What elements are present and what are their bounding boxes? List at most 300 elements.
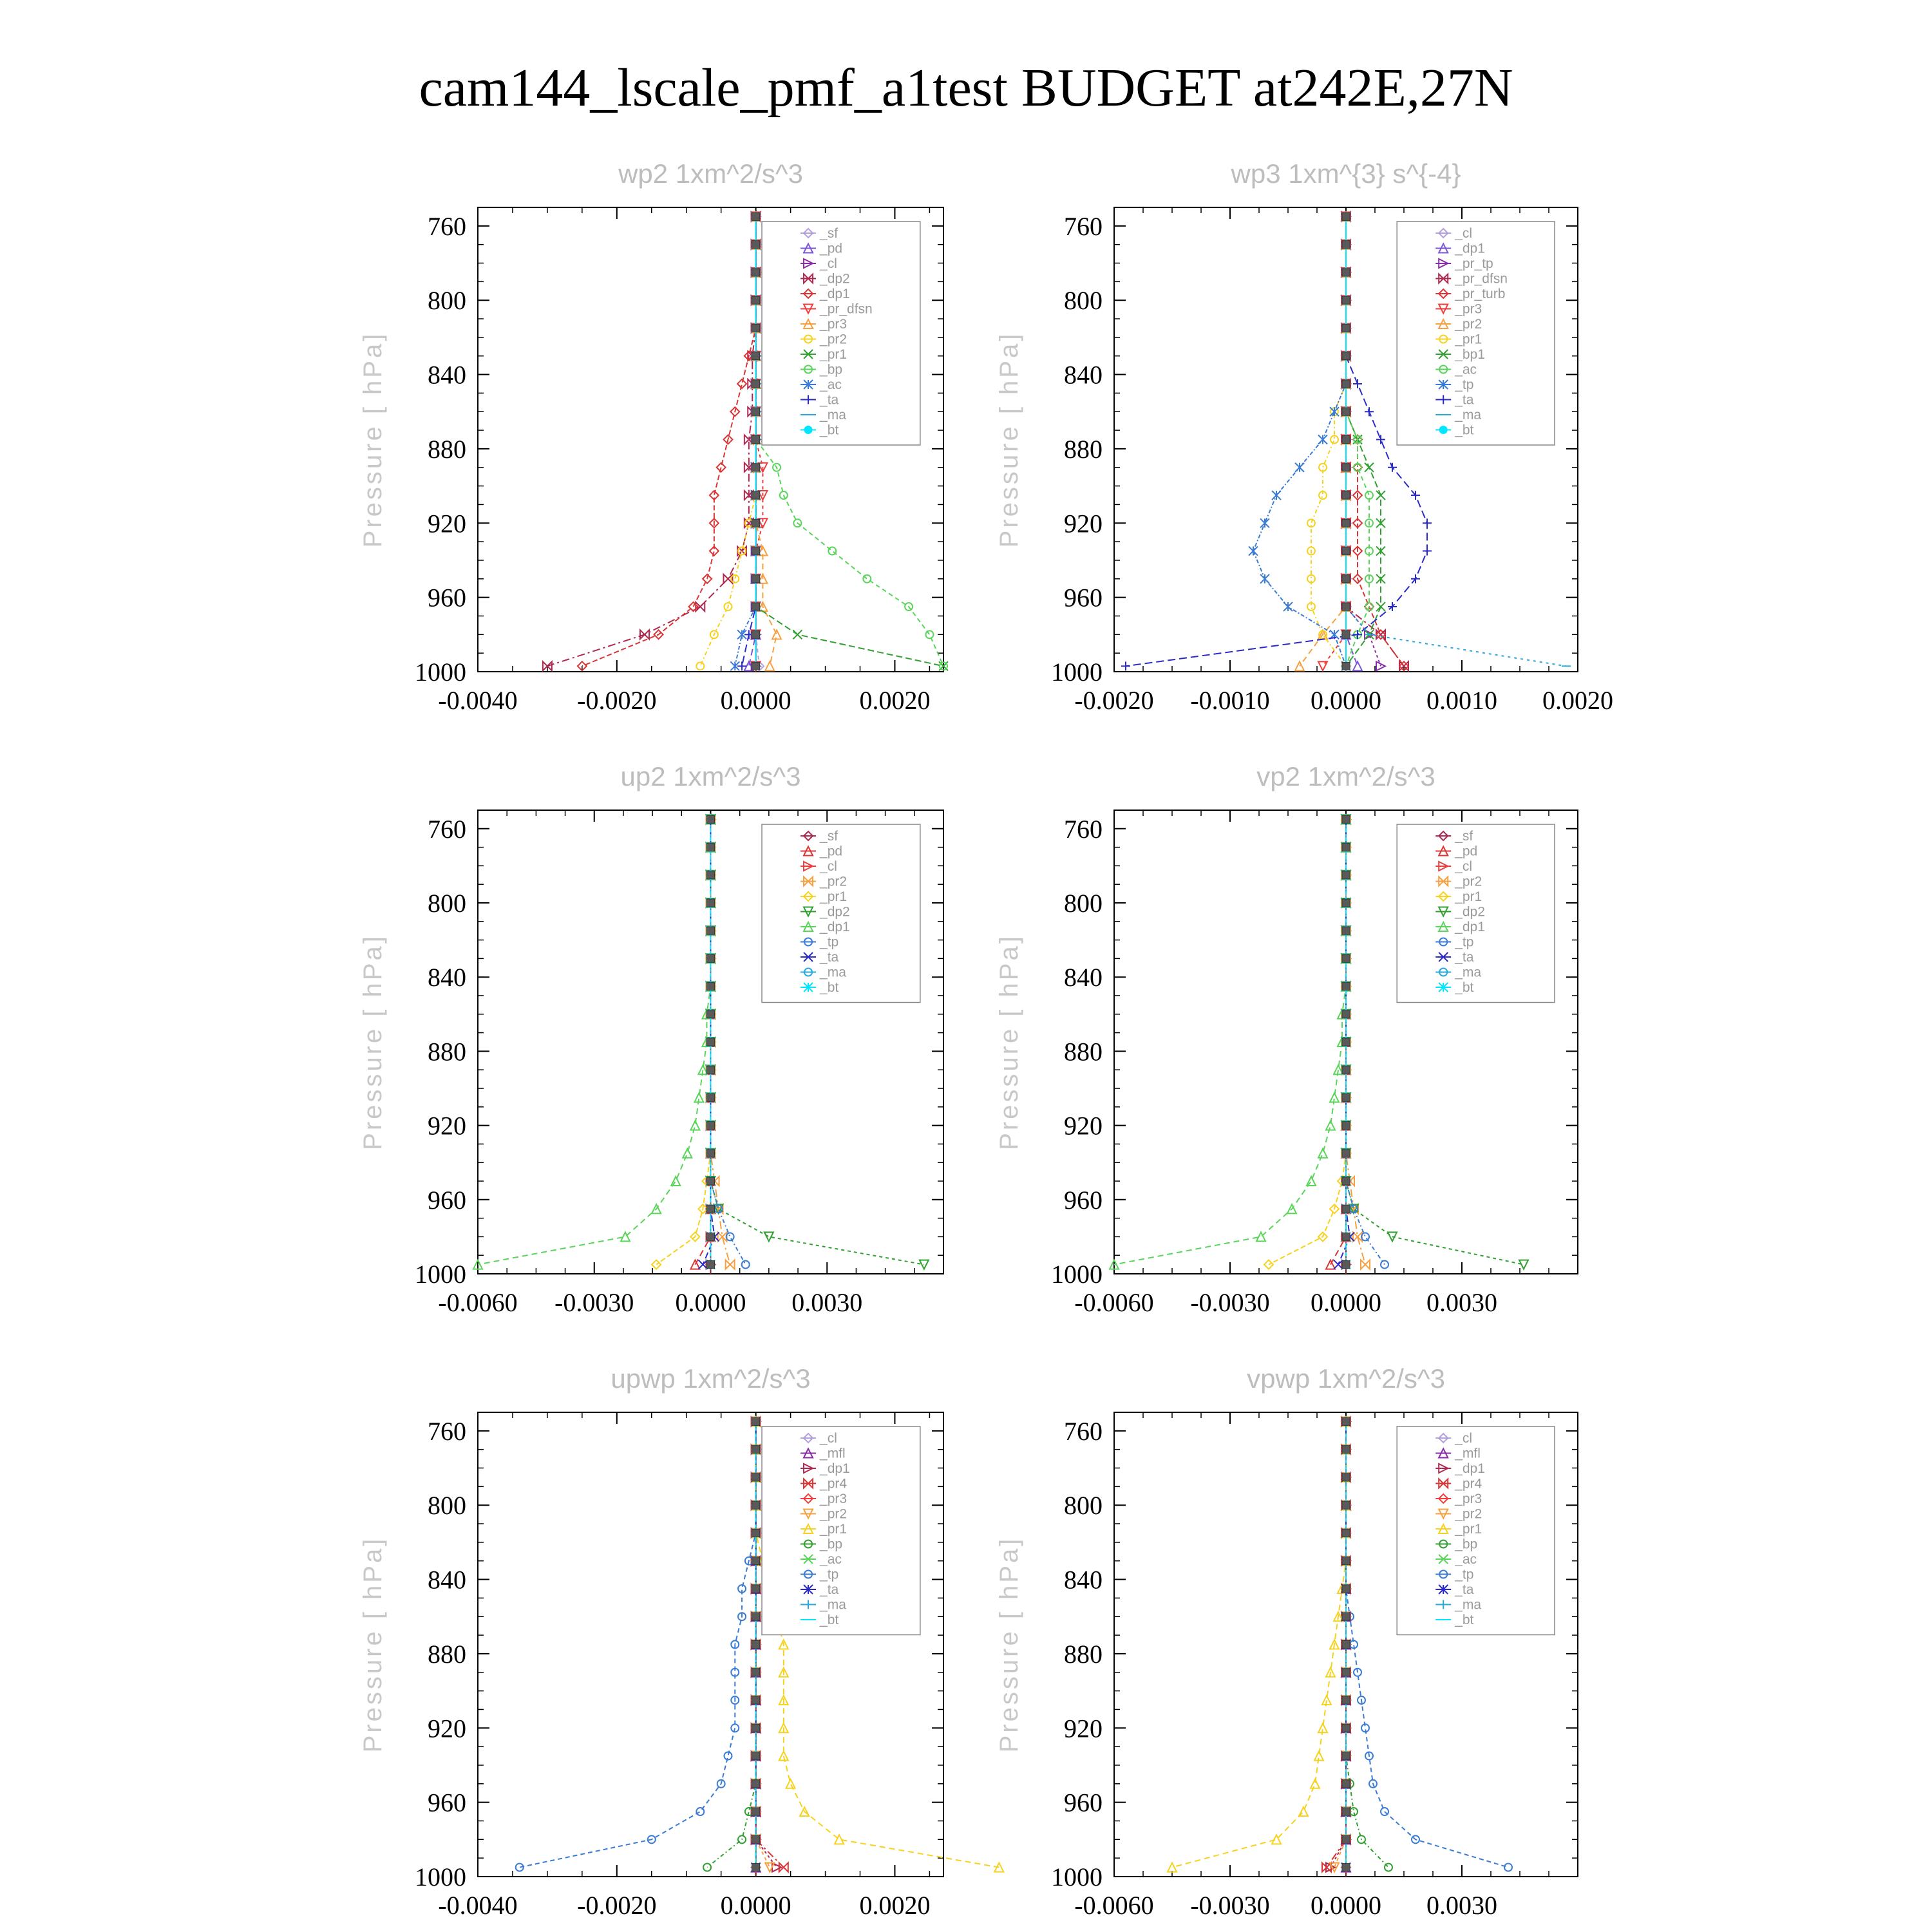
y-tick-label: 800 xyxy=(428,889,466,918)
legend-label: _ta xyxy=(1455,1582,1474,1597)
legend-label: _ma xyxy=(1455,408,1482,422)
series-line xyxy=(1346,216,1381,666)
center-marker xyxy=(1342,871,1350,879)
x-tick-label: -0.0040 xyxy=(438,1891,518,1920)
legend-label: _pr3 xyxy=(820,1492,848,1506)
legend xyxy=(1397,824,1555,1003)
x-tick-label: 0.0030 xyxy=(1426,1288,1497,1317)
x-tick-label: 0.0010 xyxy=(1426,686,1497,715)
data-point xyxy=(1299,1807,1308,1816)
center-marker xyxy=(1342,408,1350,415)
legend-label: _tp xyxy=(1455,377,1474,392)
legend-label: _ma xyxy=(1455,965,1482,980)
panel-title: wp2 1xm^2/s^3 xyxy=(618,158,803,189)
data-point xyxy=(1423,518,1432,527)
y-axis-label: Pressure [ hPa] xyxy=(995,1536,1023,1753)
data-point xyxy=(1365,463,1374,472)
center-marker xyxy=(1342,844,1350,851)
series-line xyxy=(1346,216,1381,666)
center-marker xyxy=(1342,519,1350,527)
x-tick-label: 0.0000 xyxy=(1311,1288,1381,1317)
legend-label: _ma xyxy=(820,1597,846,1613)
y-tick-label: 920 xyxy=(1064,1714,1103,1743)
y-axis-label: Pressure [ hPa] xyxy=(995,331,1023,548)
legend-label: _ac xyxy=(1455,362,1477,377)
data-point xyxy=(724,1752,732,1760)
data-point xyxy=(1311,1779,1320,1788)
data-point xyxy=(1295,463,1304,472)
center-marker xyxy=(707,1094,715,1101)
data-point xyxy=(737,379,746,388)
center-marker xyxy=(707,1038,715,1046)
y-tick-label: 920 xyxy=(1064,1111,1103,1141)
legend xyxy=(1397,222,1555,445)
y-tick-label: 920 xyxy=(428,509,466,538)
center-marker xyxy=(752,296,760,304)
legend-label: _tp xyxy=(820,934,839,950)
data-point xyxy=(1376,491,1385,500)
legend xyxy=(1397,1426,1555,1635)
center-marker xyxy=(1342,1835,1350,1843)
center-marker xyxy=(752,1808,760,1815)
legend-label: _dp2 xyxy=(1455,904,1485,920)
data-point xyxy=(793,630,802,639)
data-point xyxy=(1272,491,1281,500)
x-tick-label: 0.0020 xyxy=(1542,686,1613,715)
center-marker xyxy=(752,1613,760,1620)
center-marker xyxy=(707,1233,715,1240)
panel-title: upwp 1xm^2/s^3 xyxy=(611,1363,811,1394)
center-marker xyxy=(752,1641,760,1649)
legend-label: _pr4 xyxy=(1455,1476,1482,1492)
legend-label: _bt xyxy=(1455,422,1474,438)
legend-label: _bt xyxy=(820,422,839,438)
center-marker xyxy=(1342,1780,1350,1788)
data-point xyxy=(1260,518,1269,527)
y-tick-label: 760 xyxy=(1064,211,1103,241)
panel-3 xyxy=(359,761,943,1317)
center-marker xyxy=(707,1010,715,1018)
y-tick-label: 960 xyxy=(1064,1185,1103,1215)
center-marker xyxy=(1342,1585,1350,1593)
x-tick-label: -0.0040 xyxy=(438,686,518,715)
page-title: cam144_lscale_pmf_a1test BUDGET at242E,27N xyxy=(419,58,1513,118)
y-tick-label: 800 xyxy=(428,286,466,316)
center-marker xyxy=(752,1446,760,1454)
legend-label: _pr2 xyxy=(820,332,848,347)
data-point xyxy=(683,1149,692,1158)
legend-label: _pr3 xyxy=(1455,301,1482,317)
data-point xyxy=(863,575,871,583)
center-marker xyxy=(707,844,715,851)
center-marker xyxy=(1342,1094,1350,1101)
y-tick-label: 880 xyxy=(428,1639,466,1669)
data-point xyxy=(1361,1260,1370,1269)
data-point xyxy=(1519,1260,1528,1269)
series-line xyxy=(1311,216,1346,666)
legend-label: _pr1 xyxy=(820,889,848,904)
data-point xyxy=(1388,463,1397,472)
y-tick-label: 920 xyxy=(1064,509,1103,538)
x-tick-label: -0.0030 xyxy=(1190,1288,1270,1317)
center-marker xyxy=(1342,1501,1350,1509)
legend-label: _ac xyxy=(1455,1552,1477,1567)
legend-label: _pr2 xyxy=(1455,874,1482,889)
center-marker xyxy=(1342,662,1350,670)
center-marker xyxy=(752,1473,760,1481)
x-tick-label: 0.0000 xyxy=(1311,1891,1381,1920)
center-marker xyxy=(707,1261,715,1269)
legend-label: _cl xyxy=(820,859,837,874)
data-point xyxy=(742,1261,750,1269)
y-tick-label: 1000 xyxy=(1051,658,1103,687)
legend-label: _pr_dfsn xyxy=(1455,271,1508,287)
series-pr1 xyxy=(1168,1417,1350,1871)
legend-label: _bt xyxy=(820,1613,839,1627)
data-point xyxy=(640,630,649,639)
legend-label: _sf xyxy=(820,226,838,241)
legend-label: _ta xyxy=(820,1582,839,1597)
center-marker xyxy=(707,1177,715,1185)
center-marker xyxy=(752,1501,760,1509)
y-tick-label: 960 xyxy=(428,1185,466,1215)
center-marker xyxy=(1342,1696,1350,1704)
data-point xyxy=(1331,436,1338,444)
y-tick-label: 960 xyxy=(1064,1788,1103,1817)
panel-1 xyxy=(359,158,948,715)
x-tick-label: 0.0000 xyxy=(675,1288,746,1317)
legend-label: _dp1 xyxy=(820,287,850,301)
center-marker xyxy=(752,662,760,670)
legend-label: _cl xyxy=(1455,1431,1473,1446)
center-marker xyxy=(1342,630,1350,638)
center-marker xyxy=(752,1835,760,1843)
legend xyxy=(762,222,920,445)
legend-label: _dp2 xyxy=(820,904,850,920)
panel-6 xyxy=(995,1363,1578,1920)
data-point xyxy=(1365,491,1373,499)
legend-label: _pr1 xyxy=(1455,332,1482,347)
data-point xyxy=(1283,602,1293,611)
panel-2 xyxy=(995,158,1613,715)
data-point xyxy=(1365,407,1374,416)
center-marker xyxy=(1342,1205,1350,1213)
data-point xyxy=(1318,661,1327,670)
series-dp1 xyxy=(1110,815,1350,1269)
center-marker xyxy=(752,1864,760,1871)
series-line xyxy=(1346,1421,1388,1867)
y-tick-label: 920 xyxy=(428,1714,466,1743)
series-line xyxy=(1126,216,1427,666)
legend-label: _pr3 xyxy=(820,317,848,332)
x-tick-label: -0.0030 xyxy=(1190,1891,1270,1920)
center-marker xyxy=(1342,464,1350,471)
y-tick-label: 800 xyxy=(1064,1491,1103,1520)
center-marker xyxy=(752,575,760,583)
data-point xyxy=(772,630,781,639)
data-point xyxy=(671,1177,680,1186)
legend-label: _mfl xyxy=(1455,1446,1481,1461)
center-marker xyxy=(752,1529,760,1537)
center-marker xyxy=(1342,1177,1350,1185)
y-tick-label: 880 xyxy=(1064,1639,1103,1669)
y-axis-label: Pressure [ hPa] xyxy=(359,934,387,1150)
data-point xyxy=(1249,547,1258,556)
center-marker xyxy=(752,408,760,415)
x-tick-label: -0.0060 xyxy=(1074,1288,1154,1317)
center-marker xyxy=(752,1752,760,1760)
y-tick-label: 800 xyxy=(1064,286,1103,316)
legend-marker xyxy=(804,426,812,434)
legend-label: _sf xyxy=(1455,829,1473,844)
center-marker xyxy=(1342,491,1350,499)
y-tick-label: 880 xyxy=(428,434,466,464)
center-marker xyxy=(1342,1669,1350,1676)
data-point xyxy=(717,463,726,472)
legend-label: _dp2 xyxy=(820,271,850,287)
legend-label: _bp xyxy=(820,1537,843,1552)
data-point xyxy=(1318,1149,1327,1158)
legend-label: _pr1 xyxy=(820,347,848,362)
center-marker xyxy=(752,241,760,249)
x-tick-label: -0.0030 xyxy=(554,1288,634,1317)
y-tick-label: 840 xyxy=(428,1565,466,1595)
legend-label: _pr4 xyxy=(820,1476,848,1492)
legend-label: _bp xyxy=(1455,1537,1478,1552)
center-marker xyxy=(1342,1473,1350,1481)
center-marker xyxy=(1342,380,1350,388)
panel-title: vp2 1xm^2/s^3 xyxy=(1256,761,1435,791)
legend-label: _mfl xyxy=(820,1446,846,1461)
y-tick-label: 840 xyxy=(428,360,466,390)
series-line xyxy=(520,1421,756,1867)
center-marker xyxy=(752,324,760,332)
series-line xyxy=(478,819,711,1264)
y-tick-label: 760 xyxy=(1064,1416,1103,1446)
center-marker xyxy=(1342,1613,1350,1620)
legend-label: _cl xyxy=(820,256,837,271)
legend-label: _tp xyxy=(1455,1567,1474,1582)
series-ta xyxy=(1121,212,1432,670)
legend-label: _dp1 xyxy=(820,920,850,934)
legend-label: _bt xyxy=(1455,1613,1474,1627)
center-marker xyxy=(752,1780,760,1788)
center-marker xyxy=(1342,241,1350,249)
legend-label: _pr2 xyxy=(1455,317,1482,332)
x-tick-label: 0.0030 xyxy=(791,1288,863,1317)
center-marker xyxy=(1342,1038,1350,1046)
legend-label: _ac xyxy=(820,1552,842,1567)
y-tick-label: 960 xyxy=(1064,583,1103,612)
legend-label: _ma xyxy=(1455,1597,1482,1613)
y-tick-label: 800 xyxy=(428,1491,466,1520)
legend-label: _bt xyxy=(820,980,839,995)
data-point xyxy=(1260,574,1269,583)
series-line xyxy=(1253,216,1346,666)
y-tick-label: 1000 xyxy=(1051,1260,1103,1289)
data-point xyxy=(779,1752,788,1761)
data-point xyxy=(765,1863,774,1872)
center-marker xyxy=(752,1696,760,1704)
center-marker xyxy=(707,1122,715,1130)
x-tick-label: 0.0020 xyxy=(859,686,931,715)
legend-label: _pr1 xyxy=(1455,1522,1482,1537)
series-line xyxy=(1114,819,1346,1264)
center-marker xyxy=(1342,436,1350,444)
y-tick-label: 760 xyxy=(428,211,466,241)
center-marker xyxy=(1342,547,1350,555)
legend-label: _dp1 xyxy=(1455,1461,1485,1476)
data-point xyxy=(696,662,704,670)
data-point xyxy=(786,1779,795,1788)
center-marker xyxy=(1342,927,1350,934)
data-point xyxy=(731,1724,739,1732)
data-point xyxy=(1388,602,1397,611)
center-marker xyxy=(707,983,715,990)
legend-label: _cl xyxy=(820,1431,837,1446)
legend-label: _pr_dfsn xyxy=(820,301,873,317)
center-marker xyxy=(707,1150,715,1157)
data-point xyxy=(1307,1177,1316,1186)
center-marker xyxy=(1342,1150,1350,1157)
data-point xyxy=(1504,1864,1512,1871)
legend-label: _bt xyxy=(1455,980,1474,995)
center-marker xyxy=(752,491,760,499)
center-marker xyxy=(1342,1557,1350,1565)
center-marker xyxy=(1342,352,1350,360)
y-tick-label: 880 xyxy=(428,1037,466,1066)
y-tick-label: 840 xyxy=(1064,963,1103,992)
center-marker xyxy=(1342,1417,1350,1425)
y-tick-label: 960 xyxy=(428,583,466,612)
data-point xyxy=(1330,407,1339,416)
legend-label: _ta xyxy=(1455,392,1474,408)
data-point xyxy=(1353,379,1362,388)
legend-label: _pr2 xyxy=(1455,1506,1482,1522)
y-tick-label: 800 xyxy=(1064,889,1103,918)
x-tick-label: -0.0020 xyxy=(577,686,657,715)
y-tick-label: 1000 xyxy=(1051,1862,1103,1891)
series-line xyxy=(1269,819,1346,1264)
legend-label: _ta xyxy=(820,392,839,408)
legend-label: _pd xyxy=(1455,844,1478,859)
series-line xyxy=(1172,1421,1346,1867)
y-tick-label: 880 xyxy=(1064,1037,1103,1066)
center-marker xyxy=(752,1724,760,1732)
center-marker xyxy=(752,269,760,276)
y-tick-label: 760 xyxy=(1064,814,1103,844)
center-marker xyxy=(1342,954,1350,962)
legend-label: _dp1 xyxy=(1455,241,1485,256)
center-marker xyxy=(1342,1261,1350,1269)
legend-label: _tp xyxy=(1455,934,1474,950)
legend-label: _ma xyxy=(820,408,846,422)
legend-label: _bp1 xyxy=(1455,347,1485,362)
data-point xyxy=(696,1808,704,1815)
center-marker xyxy=(1342,603,1350,611)
x-tick-label: 0.0020 xyxy=(859,1891,931,1920)
center-marker xyxy=(1342,899,1350,907)
x-tick-label: -0.0020 xyxy=(1074,686,1154,715)
center-marker xyxy=(1342,1066,1350,1074)
center-marker xyxy=(752,436,760,444)
x-tick-label: -0.0060 xyxy=(438,1288,518,1317)
panel-title: wp3 1xm^{3} s^{-4} xyxy=(1231,158,1461,189)
center-marker xyxy=(1342,1122,1350,1130)
legend-label: _ac xyxy=(820,377,842,392)
center-marker xyxy=(707,954,715,962)
center-marker xyxy=(752,380,760,388)
legend-label: _ta xyxy=(820,950,839,965)
y-tick-label: 920 xyxy=(428,1111,466,1141)
legend-label: _pr2 xyxy=(820,1506,848,1522)
y-tick-label: 840 xyxy=(1064,360,1103,390)
center-marker xyxy=(1342,575,1350,583)
center-marker xyxy=(752,1669,760,1676)
x-tick-label: 0.0000 xyxy=(1311,686,1381,715)
y-tick-label: 960 xyxy=(428,1788,466,1817)
legend-label: _cl xyxy=(1455,859,1473,874)
legend-label: _pr3 xyxy=(1455,1492,1482,1506)
center-marker xyxy=(1342,213,1350,220)
center-marker xyxy=(1342,324,1350,332)
x-tick-label: -0.0060 xyxy=(1074,1891,1154,1920)
legend xyxy=(762,1426,920,1635)
data-point xyxy=(726,1260,735,1269)
center-marker xyxy=(1342,1752,1350,1760)
y-tick-label: 760 xyxy=(428,814,466,844)
panel-title: up2 1xm^2/s^3 xyxy=(620,761,801,791)
panel-5 xyxy=(359,1363,1003,1920)
center-marker xyxy=(1342,296,1350,304)
center-marker xyxy=(1342,1446,1350,1454)
data-point xyxy=(1326,1121,1335,1130)
center-marker xyxy=(1342,983,1350,990)
legend-label: _ta xyxy=(1455,950,1474,965)
legend-label: _dp1 xyxy=(1455,920,1485,934)
data-point xyxy=(1121,661,1130,670)
legend-label: _pr_tp xyxy=(1455,256,1493,271)
data-point xyxy=(925,630,933,638)
y-tick-label: 840 xyxy=(1064,1565,1103,1595)
data-point xyxy=(1353,661,1362,670)
legend-label: _pr1 xyxy=(820,1522,848,1537)
legend-label: _ma xyxy=(820,965,846,980)
center-marker xyxy=(1342,1233,1350,1240)
center-marker xyxy=(707,1205,715,1213)
center-marker xyxy=(707,927,715,934)
center-marker xyxy=(1342,815,1350,823)
center-marker xyxy=(752,547,760,555)
x-tick-label: -0.0020 xyxy=(577,1891,657,1920)
data-point xyxy=(1423,547,1432,556)
legend-label: _sf xyxy=(820,829,838,844)
legend-label: _pd xyxy=(820,844,843,859)
data-point xyxy=(690,1121,699,1130)
center-marker xyxy=(1342,1808,1350,1815)
legend-marker xyxy=(1439,426,1447,434)
y-axis-label: Pressure [ hPa] xyxy=(995,934,1023,1150)
center-marker xyxy=(1342,1010,1350,1018)
center-marker xyxy=(752,603,760,611)
data-point xyxy=(1376,630,1385,639)
center-marker xyxy=(752,213,760,220)
center-marker xyxy=(1342,1724,1350,1732)
series-pr1 xyxy=(1264,815,1350,1269)
center-marker xyxy=(752,1417,760,1425)
series-dp1 xyxy=(473,815,715,1269)
center-marker xyxy=(707,899,715,907)
